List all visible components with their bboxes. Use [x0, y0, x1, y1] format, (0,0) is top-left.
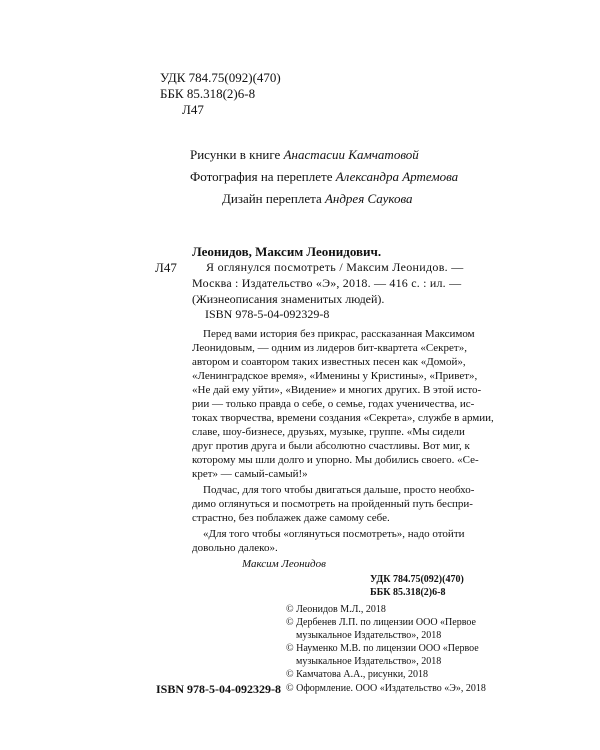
- credit-cover-design-prefix: Дизайн переплета: [222, 191, 322, 206]
- copyright-line-1: © Леонидов М.Л., 2018: [286, 604, 386, 615]
- annotation-p1-line-10: которому мы шли долго и упорно. Мы добились своего. «Се-: [192, 454, 479, 466]
- annotation-p1-line-7: токах творчества, времени создания «Секрета», службе в армии,: [192, 412, 494, 424]
- annotation-p1-line-6: рии — только правда о себе, о семье, годах ученичества, ис-: [192, 398, 475, 410]
- udk-code-bottom: УДК 784.75(092)(470): [370, 574, 464, 585]
- annotation-p1-line-9: друг против друга и были абсолютно счастливы. Вот миг, к: [192, 440, 470, 452]
- credit-cover-design: [222, 191, 413, 207]
- copyright-line-7: © Оформление. ООО «Издательство «Э», 2018: [286, 683, 486, 694]
- credit-cover-design-name: Андрея Саукова: [324, 191, 413, 206]
- author-mark-top: Л47: [182, 102, 204, 117]
- copyright-line-2: © Дербенев Л.П. по лицензии ООО «Первое: [286, 617, 476, 628]
- catalog-description-line-1: Я оглянулся посмотреть / Максим Леонидов. —: [206, 260, 464, 274]
- annotation-p1-line-11: крет» — самый-самый!»: [192, 468, 308, 480]
- credit-illustrations-prefix: Рисунки в книге: [190, 147, 281, 162]
- annotation-p1-line-1: Перед вами история без прикрас, рассказанная Максимом: [203, 328, 475, 340]
- annotation-p1-line-8: славе, шоу-бизнесе, друзьях, музыке, группе. «Мы сидели: [192, 426, 465, 438]
- annotation-p3-line-1: «Для того чтобы «оглянуться посмотреть», надо отойти: [203, 528, 465, 540]
- annotation-p1-line-4: «Ленинградское время», «Именины у Кристины», «Привет»,: [192, 370, 478, 382]
- catalog-author-mark: Л47: [155, 260, 177, 275]
- annotation-p1-line-5: «Не дай ему уйти», «Видение» и многих других. В этой исто-: [192, 384, 482, 396]
- credit-cover-photo-name: Александра Артемова: [335, 169, 459, 184]
- annotation-signature: [242, 557, 326, 571]
- copyright-line-6: © Камчатова А.А., рисунки, 2018: [286, 669, 429, 680]
- credit-cover-photo: [190, 169, 458, 185]
- bbk-code-top: ББК 85.318(2)6-8: [160, 86, 256, 101]
- udk-code-top: УДК 784.75(092)(470): [160, 70, 281, 85]
- annotation-p2-line-2: димо оглянуться и посмотреть на пройденный путь беспри-: [192, 498, 473, 510]
- copyright-isbn: ISBN 978-5-04-092329-8: [156, 682, 281, 696]
- credit-illustrations-name: Анастасии Камчатовой: [283, 147, 419, 162]
- annotation-p2-line-3: страстно, без поблажек даже самому себе.: [192, 512, 390, 524]
- annotation-p3-line-2: довольно далеко».: [192, 542, 278, 554]
- copyright-line-5: музыкальное Издательство», 2018: [296, 656, 442, 667]
- copyright-line-3: музыкальное Издательство», 2018: [296, 630, 442, 641]
- annotation-p1-line-3: автором и соавтором таких известных песен как «Домой»,: [192, 356, 466, 368]
- annotation-p1-line-2: Леонидовым, — одним из лидеров бит-квартета «Секрет»,: [192, 342, 467, 354]
- bbk-code-bottom: ББК 85.318(2)6-8: [370, 587, 446, 598]
- catalog-author-heading: Леонидов, Максим Леонидович.: [192, 244, 382, 259]
- annotation-p2-line-1: Подчас, для того чтобы двигаться дальше, просто необхо-: [203, 484, 475, 496]
- credit-illustrations: [190, 147, 419, 163]
- copyright-line-4: © Науменко М.В. по лицензии ООО «Первое: [286, 643, 479, 654]
- catalog-description-line-3: (Жизнеописания знаменитых людей).: [192, 292, 385, 306]
- credit-cover-photo-prefix: Фотография на переплете: [190, 169, 333, 184]
- catalog-description-line-2: Москва : Издательство «Э», 2018. — 416 с. : ил. —: [192, 276, 462, 290]
- catalog-isbn: ISBN 978-5-04-092329-8: [205, 307, 330, 321]
- annotation-signature-text: Максим Леонидов: [242, 558, 326, 570]
